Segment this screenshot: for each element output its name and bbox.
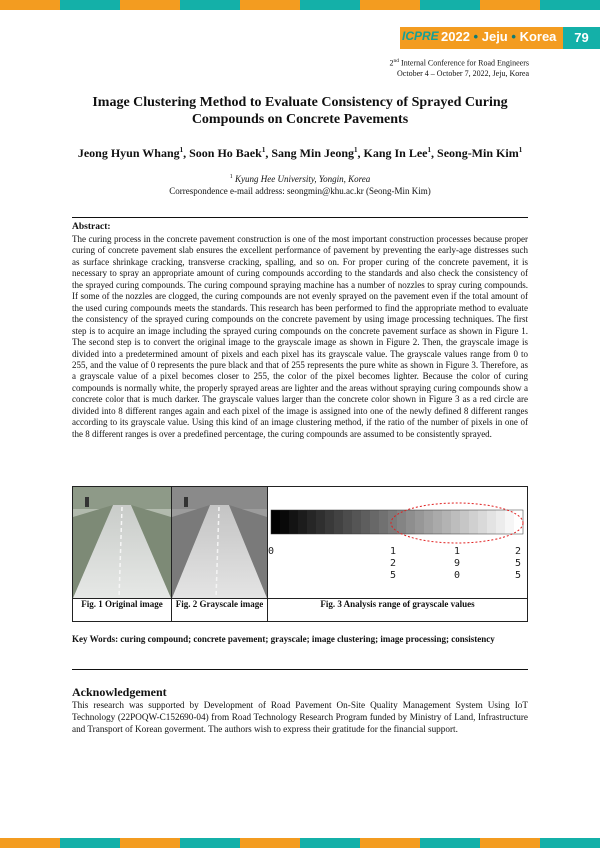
banner-country: Korea	[519, 29, 557, 44]
divider	[72, 669, 528, 670]
grayscale-step	[298, 510, 307, 534]
bottom-color-stripe	[0, 838, 600, 848]
grayscale-step	[280, 510, 289, 534]
paper-title: Image Clustering Method to Evaluate Consistency of Sprayed Curing Compounds on Concrete Pavements	[92, 95, 508, 127]
author: Kang In Lee	[363, 146, 428, 160]
grayscale-step	[316, 510, 325, 534]
scale-label-0: 0	[268, 546, 275, 557]
abstract-heading: Abstract:	[72, 222, 111, 232]
grayscale-step	[334, 510, 343, 534]
grayscale-step	[289, 510, 298, 534]
figure-1	[73, 487, 172, 621]
grayscale-step	[460, 510, 469, 534]
grayscale-step	[433, 510, 442, 534]
acknowledgement-heading: Acknowledgement	[72, 685, 167, 699]
conference-logo: ICPRE	[402, 29, 439, 43]
grayscale-step	[307, 510, 316, 534]
grayscale-step	[370, 510, 379, 534]
grayscale-step	[442, 510, 451, 534]
grayscale-step	[379, 510, 388, 534]
grayscale-step	[271, 510, 280, 534]
grayscale-step	[361, 510, 370, 534]
grayscale-step	[469, 510, 478, 534]
grayscale-step	[451, 510, 460, 534]
banner-year: 2022	[441, 29, 470, 44]
scale-label-190: 1 9 0	[454, 546, 461, 581]
grayscale-step	[325, 510, 334, 534]
keywords	[72, 633, 528, 645]
figure-2	[172, 487, 268, 621]
grayscale-step	[505, 510, 514, 534]
banner-place: Jeju	[481, 29, 508, 44]
figure-3-caption: Fig. 3 Analysis range of grayscale values	[320, 599, 475, 609]
grayscale-step	[478, 510, 487, 534]
grayscale-step	[406, 510, 415, 534]
author: Sang Min Jeong	[271, 146, 354, 160]
scale-label-125: 1 2 5	[390, 546, 397, 581]
figure-1-caption: Fig. 1 Original image	[81, 599, 163, 609]
affiliation: Kyung Hee University, Yongin, Korea	[234, 174, 371, 184]
figure-table	[72, 486, 528, 622]
grayscale-step	[352, 510, 361, 534]
grayscale-range-chart	[268, 487, 527, 599]
grayscale-step	[388, 510, 397, 534]
figure-2-caption: Fig. 2 Grayscale image	[175, 599, 264, 609]
figure-3	[268, 487, 527, 621]
author-list: Jeong Hyun Whang$^1$, Soon Ho Baek$^1$, Sang Min Jeong$^1$, Kang In Lee$^1$, Seong-Min Kim$^1$	[77, 146, 523, 160]
acknowledgement-text: This research was supported by Development of Road Pavement On-Site Quality Management System Using IoT Technology (22POQW-C152690-04) from Road Technology Research Program funded by Ministry of Land, Infrastructure and Transport of Korean goverment. The authors wish to express their gratitude for the financial support.	[72, 700, 528, 734]
grayscale-step	[415, 510, 424, 534]
grayscale-road-photo	[172, 487, 267, 599]
grayscale-step	[424, 510, 433, 534]
grayscale-step	[496, 510, 505, 534]
conference-info: 2nd Internal Conference for Road Engineers October 4 – October 7, 2022, Jeju, Korea	[389, 58, 529, 78]
scale-label-255: 2 5 5	[515, 546, 522, 581]
conference-dates: October 4 – October 7, 2022, Jeju, Korea	[397, 68, 529, 78]
correspondence: Correspondence e-mail address: seongmin@khu.ac.kr (Seong-Min Kim)	[169, 186, 431, 196]
grayscale-step	[343, 510, 352, 534]
conference-banner-text: 2022 • Jeju • Korea	[441, 29, 557, 44]
top-color-stripe	[0, 0, 600, 10]
author: Seong-Min Kim	[437, 146, 519, 160]
author: Soon Ho Baek	[189, 146, 262, 160]
original-road-photo	[73, 487, 171, 599]
affiliation-block: $^1$ Kyung Hee University, Yongin, Korea Correspondence e-mail address: seongmin@khu.ac.kr (Seong-Min Kim)	[72, 171, 528, 197]
author: Jeong Hyun Whang	[77, 146, 180, 160]
keywords-text: curing compound; concrete pavement; grayscale; image clustering; image processing; consistency	[120, 634, 495, 644]
abstract-text: The curing process in the concrete pavement construction is one of the most important construction processes because proper curing of concrete pavement slab ensures the excellent performance of pavement by preventing the early-age distresses such as surface shrinkage cracking, transverse cracking, spalling, and so on. For proper curing of the concrete pavement, it is necessary to spray an appropriate amount of curing compounds according to the standards and also check the consistency of the sprayed curing compounds. The curing compound spraying machine has a number of nozzles to spray curing compounds. If some of the nozzles are clogged, the curing compounds are not evenly sprayed on the pavement even if the total amount of the used curing compounds meets the standards. This research has been performed to find the appropriate method to evaluate the consistency of the sprayed curing compounds on the concrete pavement by using image processing techniques. The first step is to acquire an image including the sprayed curing compounds on the concrete pavement surface as shown in Figure 1. The second step is to convert the original image to the grayscale image as shown in Figure 2. Then, the grayscale image is divided into a predetermined amount of pixels and each pixel has its grayscale value. The grayscale values range from 0 to 255, and the value of 0 represents the pure black and that of 255 represents the pure white as shown in Figure 3. Therefore, as a grayscale value of a pixel becomes closer to 255, the color of the pixel becomes lighter. Because the color of curing compounds is normally white, the properly sprayed areas are lighter and the areas without spraying curing compounds show a concrete color that is much darker. The grayscale values larger than the concrete color shown in Figure 3 as a red circle are divided into 8 different ranges again and each pixel of the image is assigned into one of the newly defined 8 different ranges according to its grayscale value. Using this kind of an image clustering method, if the ratio of the number of pixels in one of the 8 different ranges is over a predefined percentage, the curing compounds are assumed to be consistently sprayed.	[72, 234, 528, 439]
keywords-label: Key Words:	[72, 634, 119, 644]
page-number: 79	[563, 27, 600, 49]
grayscale-step	[487, 510, 496, 534]
grayscale-gradient-bar	[271, 510, 523, 534]
divider	[72, 217, 528, 218]
